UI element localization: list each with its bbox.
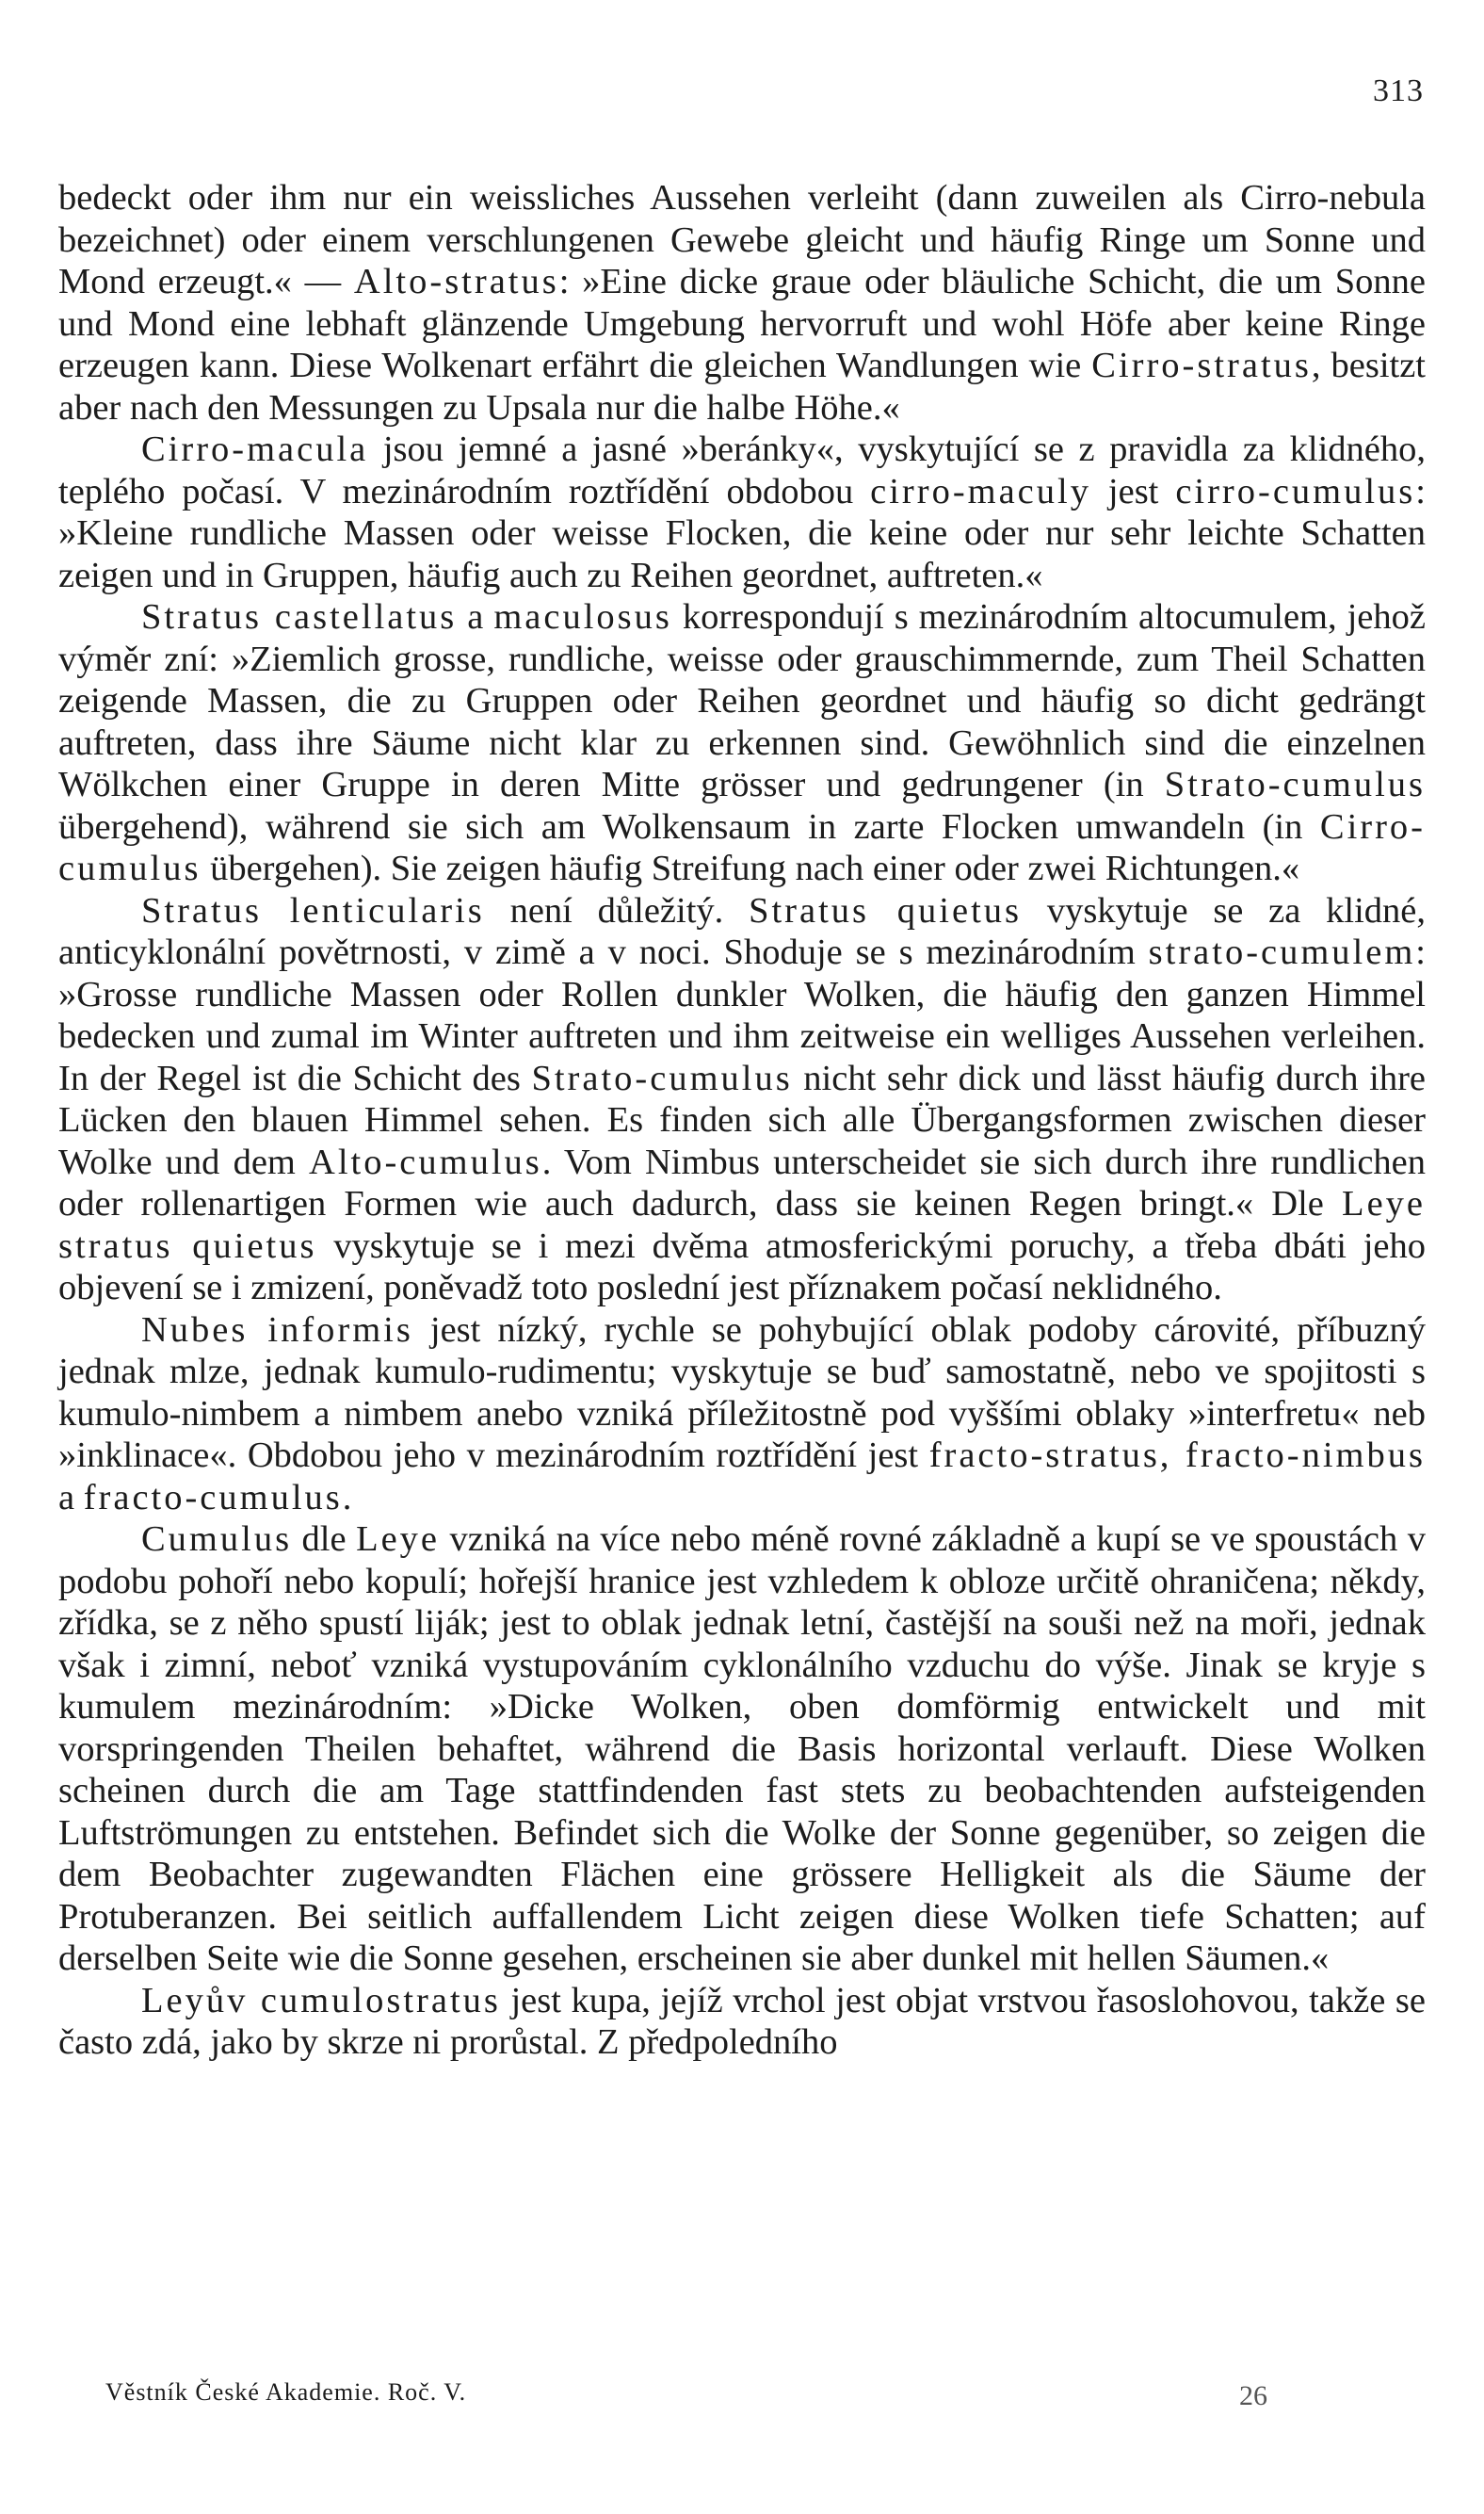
paragraph (58, 890, 1426, 1309)
paragraph (58, 1518, 1426, 1980)
spaced-term: maculosus (493, 597, 672, 637)
spaced-term: Stratus castellatus (141, 597, 458, 637)
spaced-term: Leye (356, 1519, 441, 1559)
spaced-term: Leye stratus quietus (58, 1184, 1426, 1266)
text-run: . Vom Nimbus unterscheidet sie sich durch ihre rundlichen oder rollenartigen Formen wie auch dadurch, dass sie keinen Regen bringt.« Dle (58, 1142, 1426, 1224)
page-number: 313 (1373, 73, 1424, 108)
spaced-term: cirro-maculy (870, 471, 1091, 511)
spaced-term: Stratus lenticularis (141, 890, 485, 931)
text-run: übergehend), während sie sich am Wolkensaum in zarte Flocken umwandeln (in (58, 806, 1320, 847)
spaced-term: Nubes informis (141, 1309, 413, 1350)
paragraph (58, 177, 1426, 429)
spaced-term: Strato-cumulus (531, 1058, 793, 1098)
text-run: není důležitý. (484, 890, 750, 931)
text-run: jest nízký, rychle se pohybující oblak podoby cárovité, příbuzný jednak mlze, jednak kumulo-rudimentu; vyskytuje se buď samostatně, nebo ve spojitosti s kumulo-nimbem a nimbem anebo vzniká příležitostně pod vyššími oblaky »interfretu« neb »inklinace«. Obdobou jeho v mezinárodním roztřídění jest (58, 1309, 1427, 1475)
text-run: nicht sehr dick und lässt häufig durch ihre Lücken den blauen Himmel sehen. Es finden sich alle Übergangsformen zwischen dieser Wolke und dem (58, 1058, 1426, 1182)
text-run: : »Kleine rundliche Massen oder weisse Flocken, die keine oder nur sehr leichte Schatten zeigen und in Gruppen, häufig auch zu Reihen geordnet, auftreten.« (58, 471, 1426, 595)
text-run: , besitzt aber nach den Messungen zu Upsala nur die halbe Höhe.« (58, 346, 1426, 428)
text-run: a (457, 597, 494, 637)
spaced-term: fracto-cumulus (83, 1477, 343, 1517)
text-run: jsou jemné a jasné »beránky«, vyskytující se z pravidla za klidného, teplého počasí. V mezinárodním roztřídění obdobou (58, 430, 1426, 511)
text-run: übergehen). Sie zeigen häufig Streifung nach einer oder zwei Richtungen.« (201, 849, 1300, 888)
text-run: . (342, 1477, 352, 1517)
text-run: dle (292, 1519, 357, 1559)
text-run: korrespondují s mezinárodním altocumulem, jehož výměr zní: »Ziemlich grosse, rundliche, weisse oder grauschimmernde, zum Theil Schatten zeigende Massen, die zu Gruppen oder Reihen geordnet und häufig so dicht gedrängt auftreten, dass ihre Säume nicht klar zu erkennen sind. Gewöhnlich sind die einzelnen Wölkchen einer Gruppe in deren Mitte grösser und gedrungener (in (58, 597, 1426, 804)
text-run: vzniká na více nebo méně rovné základně a kupí se ve spoustách v podobu pohoří nebo kopulí; hořejší hranice jest vzhledem k obloze určitě ohraničena; někdy, zřídka, se z něho spustí liják; jest to oblak jednak letní, častější na souši než na moři, jednak však i zimní, neboť vzniká vystupováním cyklonálního vzduchu do výše. Jinak se kryje s kumulem mezinárodním: »Dicke Wolken, oben domförmig entwickelt und mit vorspringenden Theilen behaftet, während die Basis horizontal verlauft. Diese Wolken scheinen durch die am Tage stattfindenden fast stets zu beobachtenden aufsteigenden Luftströmungen zu entstehen. Befindet sich die Wolke der Sonne gegenüber, so zeigen die dem Beobachter zugewandten Flächen eine grössere Helligkeit als die Säume der Protuberanzen. Bei seitlich auffallendem Licht zeigen diese Wolken tiefe Schatten; auf derselben Seite wie die Sonne gesehen, erscheinen sie aber dunkel mit hellen Säumen.« (58, 1519, 1426, 1978)
paragraph (58, 1309, 1426, 1519)
text-run: : »Grosse rundliche Massen oder Rollen dunkler Wolken, die häufig den ganzen Himmel bedecken und zumal im Winter auftreten und ihm zeitweise ein welliges Aussehen verleihen. In der Regel ist die Schicht des (58, 933, 1426, 1098)
text-run: jest kupa, jejíž vrchol jest objat vrstvou řasoslohovou, takže se často zdá, jako by skrze ni prorůstal. Z předpoledního (58, 1980, 1426, 2062)
text-run: vyskytuje se za klidné, anticyklonální povětrnosti, v zimě a v noci. Shoduje se s mezinárodním (58, 890, 1426, 972)
paragraph (58, 429, 1426, 596)
text-run: bedeckt oder ihm nur ein weissliches Aussehen verleiht (dann zuweilen als Cirro-nebula bezeichnet) oder einem verschlungenen Gewebe gleicht und häufig Ringe um Sonne und Mond erzeugt.« — (58, 178, 1426, 301)
footer-signature: 26 (1239, 2380, 1267, 2411)
spaced-term: cirro-cumulus (1175, 471, 1416, 511)
spaced-term: Alto-cumulus (309, 1142, 542, 1182)
spaced-term: Cirro-cumulus (58, 806, 1426, 888)
paragraph (58, 596, 1426, 890)
spaced-term: Cirro-macula (141, 430, 369, 469)
footer-journal: Věstník České Akademie. Roč. V. (105, 2378, 467, 2406)
text-run: vyskytuje se i mezi dvěma atmosferickými poruchy, a třeba dbáti jeho objevení se i zmizení, poněvadž toto poslední jest příznakem počasí neklidného. (58, 1225, 1426, 1307)
spaced-term: Stratus quietus (749, 890, 1023, 931)
paragraph (58, 1980, 1426, 2064)
spaced-term: Cirro-stratus (1091, 346, 1312, 385)
spaced-term: Strato-cumulus (1164, 765, 1426, 804)
spaced-term: strato-cumulem (1148, 933, 1416, 972)
body-text (58, 177, 1426, 2064)
spaced-term: Alto-stratus (353, 262, 559, 301)
spaced-term: Leyův cumulostratus (141, 1980, 501, 2020)
spaced-term: fracto-stratus, fracto-nimbus (928, 1435, 1426, 1475)
spaced-term: Cumulus (141, 1519, 293, 1559)
text-run: : »Eine dicke graue oder bläuliche Schicht, die um Sonne und Mond eine lebhaft glänzende Umgebung hervorruft und wohl Höfe aber keine Ringe erzeugen kann. Diese Wolkenart erfährt die gleichen Wandlungen wie (58, 262, 1427, 385)
text-run: a (58, 1477, 84, 1517)
text-run: jest (1090, 471, 1176, 511)
